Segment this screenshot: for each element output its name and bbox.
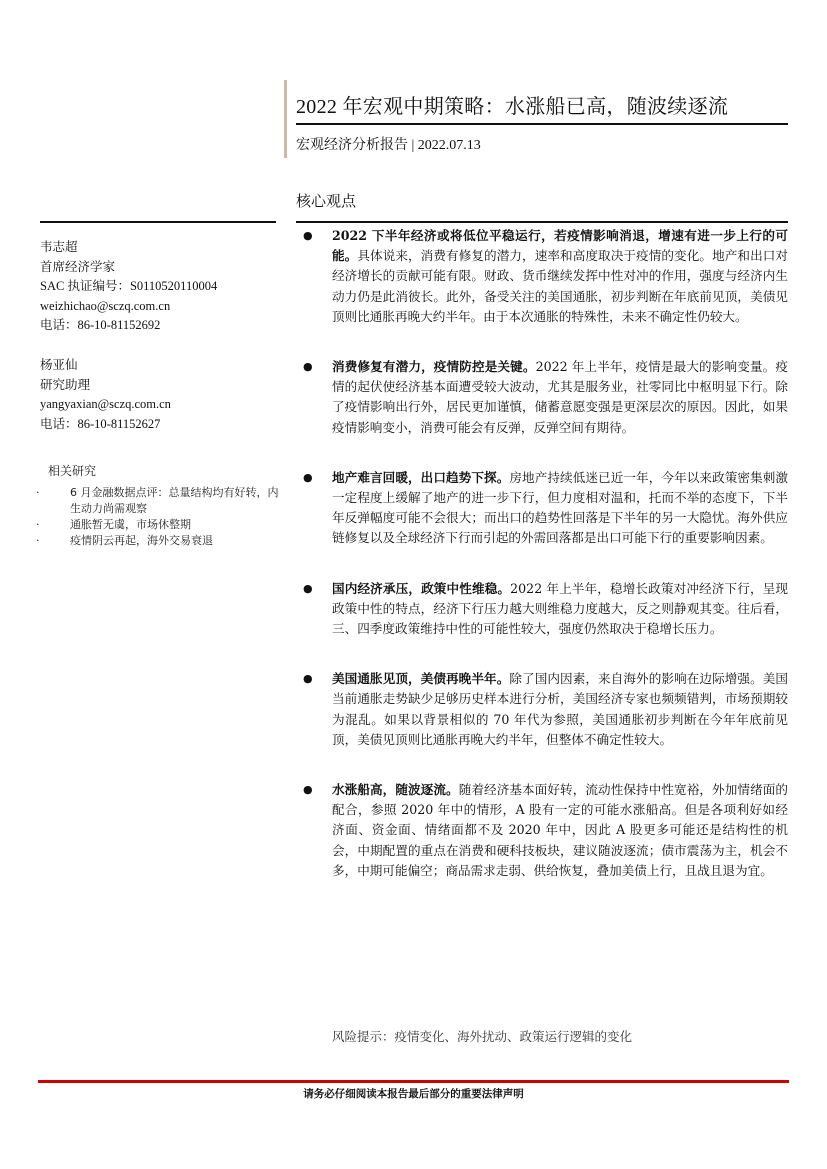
point-text: 随着经济基本面好转，流动性保持中性宽裕，外加情绪面的配合，参照 2020 年中的情形，A 股有一定的可能水涨船高。但是各项利好如经济面、资金面、情绪面都不及 2020 年中，因此 A 股更多可能还是结构性的机会，中期配置的重点在消费和硬科技板块，建议随波逐流；债市震荡为主，机会不多，中期可能偏空；商品需求走弱、供给恢复，叠加美债上行，且战且退为宜。	[332, 782, 789, 878]
sidebar-divider	[40, 221, 276, 223]
related-item-label: 通胀暂无虞，市场休整期	[70, 518, 191, 531]
point-text: 具体说来，消费有修复的潜力，速率和高度取决于疫情的变化。地产和出口对经济增长的贡献可能有限。财政、货币继续发挥中性对冲的作用，强度与经济内生动力仍是此消彼长。此外，备受关注的美国通胀，初步判断在年底前见顶，美债见顶则比通胀再晚大约半年。由于本次通胀的特殊性，未来不确定性仍较大。	[332, 248, 789, 324]
author-phone: 电话：86-10-81152692	[40, 318, 161, 332]
report-subtitle: 宏观经济分析报告 | 2022.07.13	[296, 138, 481, 153]
author-card	[40, 356, 171, 434]
point-lead: 2022 下半年经济或将低位平稳运行，若疫情影响消退，增速有进一步上行的可能。	[332, 228, 788, 264]
author-email[interactable]: yangyaxian@sczq.com.cn	[40, 397, 171, 411]
core-point	[296, 468, 788, 549]
author-card	[40, 238, 217, 336]
related-research-title: 相关研究	[48, 464, 97, 478]
core-point	[296, 226, 788, 327]
point-lead: 地产难言回暖，出口趋势下探。	[332, 469, 510, 485]
point-text: 2022 年上半年，疫情是最大的影响变量。疫情的起伏使经济基本面遭受较大波动，尤其是服务业，社零同比中枢明显下行。除了疫情影响出行外，居民更加谨慎，储蓄意愿变强是更深层次的原因。因此，如果疫情影响变小，消费可能会有反弹，反弹空间有期待。	[332, 359, 788, 435]
author-phone: 电话：86-10-81152627	[40, 416, 161, 431]
bullet-icon: ·	[36, 486, 40, 499]
core-point	[296, 357, 788, 438]
footer-divider	[38, 1080, 789, 1083]
related-research	[36, 462, 286, 549]
section-divider	[296, 221, 788, 223]
bullet-icon: ●	[303, 229, 313, 242]
author-name: 韦志超	[40, 240, 78, 254]
bullet-icon: ·	[36, 518, 40, 531]
related-item[interactable]	[36, 533, 286, 549]
section-title-core-views: 核心观点	[296, 193, 357, 210]
core-points-list	[296, 226, 788, 881]
author-role: 首席经济学家	[40, 259, 116, 274]
author-cert: SAC 执证编号：S0110520110004	[40, 279, 218, 293]
bullet-icon: ·	[36, 534, 40, 547]
bullet-icon: ●	[303, 783, 313, 797]
bullet-icon: ●	[303, 360, 313, 374]
point-text: 2022 年上半年，稳增长政策对冲经济下行，呈现政策中性的特点，经济下行压力越大则维稳力度越大，反之则静观其变。往后看，三、四季度政策维持中性的可能性较大，强度仍然取决于稳增长压力。	[332, 580, 788, 637]
report-title: 2022 年宏观中期策略：水涨船已高，随波续逐流	[296, 96, 729, 118]
bullet-icon: ●	[303, 672, 313, 686]
core-point	[296, 669, 788, 750]
point-lead: 美国通胀见顶，美债再晚半年。	[332, 671, 510, 687]
related-item-label: 疫情阴云再起，海外交易衰退	[70, 534, 213, 547]
point-text: 房地产持续低迷已近一年，今年以来政策密集刺激一定程度上缓解了地产的进一步下行，但力度相对温和，托而不举的态度下，下半年反弹幅度可能不会很大；而出口的趋势性回落是下半年的另一大隐忧。海外供应链修复以及全球经济下行而引起的外需回落都是出口可能下行的重要影响因素。	[332, 469, 789, 546]
core-point	[296, 579, 788, 640]
point-lead: 消费修复有潜力，疫情防控是关键。	[332, 359, 536, 375]
related-item-label: 6 月金融数据点评：总量结构均有好转，内生动力尚需观察	[70, 486, 279, 515]
author-role: 研究助理	[40, 377, 91, 392]
author-name: 杨亚仙	[40, 358, 78, 372]
related-item[interactable]	[36, 485, 286, 517]
header-accent-bar	[284, 80, 287, 158]
legal-disclaimer-note: 请务必仔细阅读本报告最后部分的重要法律声明	[303, 1088, 524, 1100]
point-lead: 国内经济承压，政策中性维稳。	[332, 580, 511, 596]
bullet-icon: ●	[303, 581, 313, 595]
risk-warning: 风险提示：疫情变化、海外扰动、政策运行逻辑的变化	[332, 1029, 633, 1044]
title-divider	[296, 123, 788, 125]
author-email[interactable]: weizhichao@sczq.com.cn	[40, 298, 171, 313]
core-point	[296, 780, 788, 881]
point-text: 除了国内因素，来自海外的影响在边际增强。美国当前通胀走势缺少足够历史样本进行分析，美国经济专家也频频错判，市场预期较为混乱。如果以背景相似的 70 年代为参照，美国通胀初步判断在今年年底前见顶，美债见顶则比通胀再晚大约半年，但整体不确定性较大。	[332, 671, 789, 747]
bullet-icon: ●	[303, 470, 313, 484]
point-lead: 水涨船高，随波逐流。	[332, 782, 459, 798]
related-item[interactable]	[36, 517, 286, 533]
